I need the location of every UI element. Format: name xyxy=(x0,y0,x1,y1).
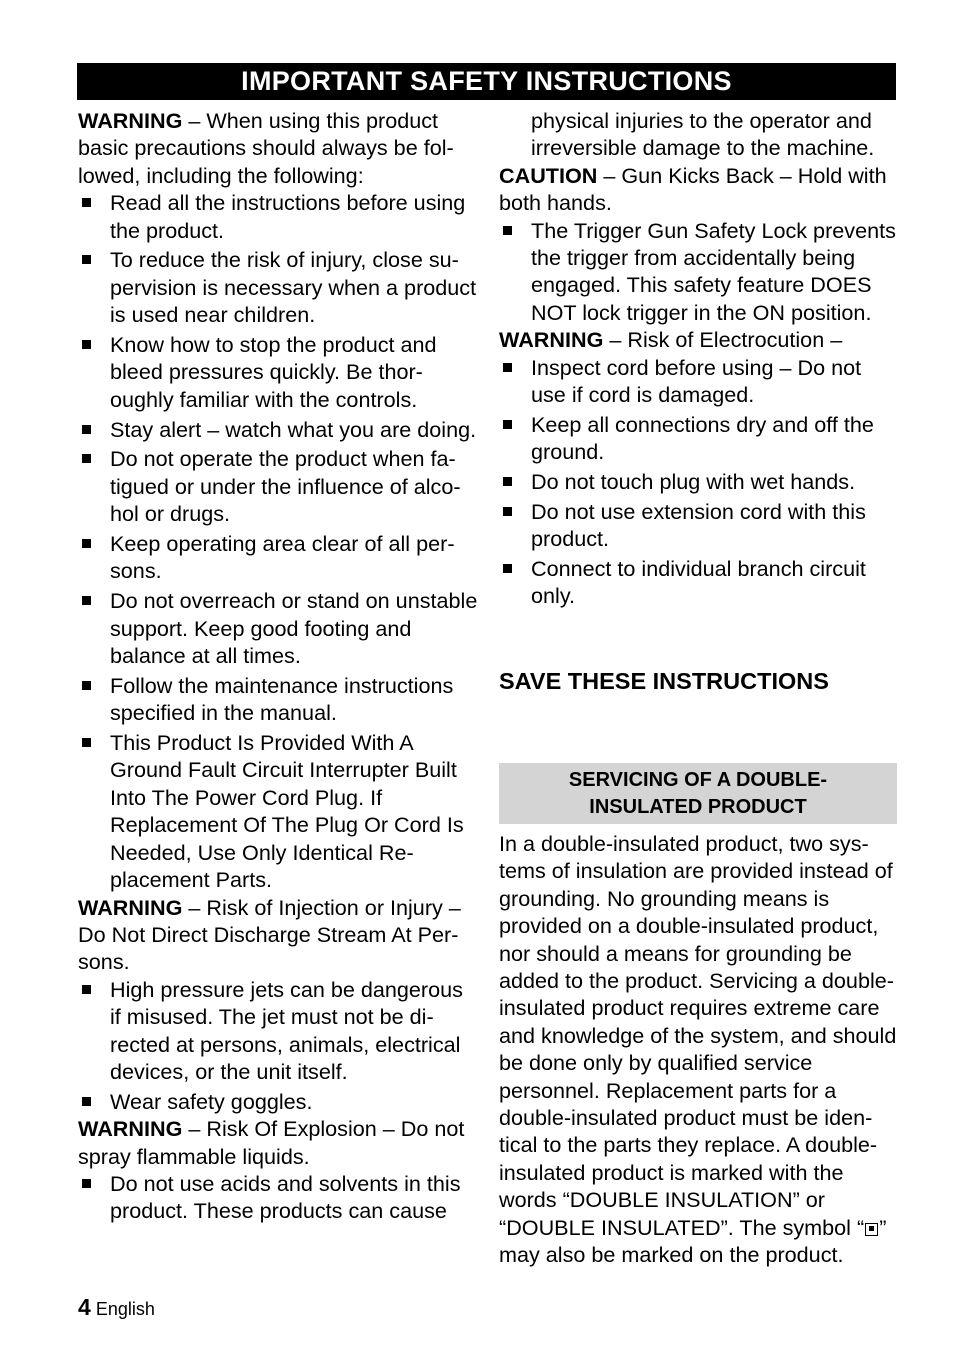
bullet-text: Stay alert – watch what you are doing. xyxy=(110,416,477,442)
square-bullet-icon xyxy=(82,1179,91,1188)
caution-text: – Gun Kicks Back – Hold with both hands. xyxy=(499,162,887,216)
bullet-item xyxy=(78,331,478,413)
warning-injection xyxy=(78,894,478,976)
continued-bullet-text: physical injuries to the operator and irreversible damage to the machine. xyxy=(531,108,875,161)
warning-label: WARNING xyxy=(499,327,604,353)
bullet-item xyxy=(78,672,478,727)
bullet-item xyxy=(78,189,478,244)
square-bullet-icon xyxy=(82,340,91,349)
square-bullet-icon xyxy=(82,425,91,434)
servicing-text-end: ” may also be marked on the product. xyxy=(499,1214,887,1268)
square-bullet-icon xyxy=(503,420,512,429)
bullet-text: Do not touch plug with wet hands. xyxy=(531,469,856,495)
servicing-section-heading xyxy=(499,763,897,824)
bullet-text: Read all the instructions before using the product. xyxy=(110,190,466,243)
bullet-text: Do not use acids and solvents in this product. These products can cause xyxy=(110,1170,461,1224)
square-bullet-icon xyxy=(82,454,91,463)
bullet-text: Keep operating area clear of all persons. xyxy=(110,531,455,584)
caution-kickback xyxy=(499,162,899,217)
bullet-item xyxy=(78,976,478,1086)
bullet-item xyxy=(499,468,899,495)
square-bullet-icon xyxy=(82,596,91,605)
caution-label: CAUTION xyxy=(499,162,598,188)
square-bullet-icon xyxy=(82,738,91,747)
square-bullet-icon xyxy=(82,985,91,994)
bullet-text: Keep all connections dry and off the ground. xyxy=(531,411,874,465)
bullet-item xyxy=(499,217,899,327)
bullet-item xyxy=(78,530,478,585)
bullet-text: Inspect cord before using – Do not use if cord is damaged. xyxy=(531,354,862,408)
bullet-item xyxy=(78,1170,478,1225)
servicing-heading-line: INSULATED PRODUCT xyxy=(589,795,807,818)
square-bullet-icon xyxy=(503,226,512,235)
warning-general xyxy=(78,107,478,189)
warning-text: – Risk Of Explosion – Do not spray flammable liquids. xyxy=(78,1116,465,1169)
footer-language: English xyxy=(95,1299,155,1319)
warning-text: – Risk of Injection or Injury – Do Not Direct Discharge Stream At Persons. xyxy=(78,894,461,975)
electrocution-list xyxy=(499,354,899,610)
injection-list xyxy=(78,976,478,1115)
square-bullet-icon xyxy=(503,564,512,573)
warning-label: WARNING xyxy=(78,894,183,920)
bullet-item xyxy=(78,445,478,527)
page-footer xyxy=(78,1294,155,1323)
square-bullet-icon xyxy=(82,198,91,207)
bullet-text: Know how to stop the product and bleed pressures quickly. Be thoroughly familiar with the controls. xyxy=(110,332,437,412)
double-insulation-square-icon xyxy=(865,1223,878,1236)
square-bullet-icon xyxy=(503,507,512,516)
explosion-list xyxy=(78,1170,478,1225)
general-precautions-list xyxy=(78,189,478,893)
bullet-text: Connect to individual branch circuit only. xyxy=(531,556,866,609)
square-bullet-icon xyxy=(503,477,512,486)
right-column xyxy=(499,107,899,610)
safety-banner-title: IMPORTANT SAFETY INSTRUCTIONS xyxy=(77,63,896,100)
bullet-text: To reduce the risk of injury, close supervision is necessary when a product is used near children. xyxy=(110,247,477,328)
bullet-text: Wear safety goggles. xyxy=(110,1088,313,1114)
kickback-list xyxy=(499,217,899,327)
square-bullet-icon xyxy=(82,539,91,548)
bullet-text: High pressure jets can be dangerous if misused. The jet must not be directed at persons, animals, electrical devices, or the unit itself. xyxy=(110,976,463,1084)
square-bullet-icon xyxy=(82,255,91,264)
square-bullet-icon xyxy=(503,363,512,372)
bullet-text: Follow the maintenance instructions specified in the manual. xyxy=(110,672,454,726)
servicing-text: In a double-insulated product, two systems of insulation are provided instead of grounding. No grounding means is provided on a double-insulated product, nor should a means for grounding be added to the product. Servicing a double-insulated product requires extreme care and knowledge of the system, and should be done only by qualified service personnel. Replacement parts for a double-insulated product must be identical to the parts they replace. A double-insulated product is marked with the words “DOUBLE INSULATION” or “DOUBLE INSULATED”. The symbol “ xyxy=(499,831,897,1240)
bullet-item xyxy=(499,555,899,610)
warning-label: WARNING xyxy=(78,1116,183,1142)
warning-text: – Risk of Electrocution – xyxy=(603,327,843,353)
page-number: 4 xyxy=(78,1294,91,1320)
warning-electrocution xyxy=(499,326,899,353)
bullet-item xyxy=(78,246,478,328)
bullet-text: Do not overreach or stand on unstable support. Keep good footing and balance at all times. xyxy=(110,588,478,669)
square-bullet-icon xyxy=(82,681,91,690)
bullet-item xyxy=(499,354,899,409)
bullet-item xyxy=(78,416,478,443)
bullet-text: This Product Is Provided With A Ground Fault Circuit Interrupter Built Into The Power Cord Plug. If Replacement Of The Plug Or Cord Is Needed, Use Only Identical Replacement Parts. xyxy=(110,730,464,893)
servicing-paragraph xyxy=(499,830,899,1269)
square-bullet-icon xyxy=(82,1097,91,1106)
left-column xyxy=(78,107,478,1225)
warning-explosion xyxy=(78,1115,478,1170)
bullet-item xyxy=(78,587,478,669)
bullet-item xyxy=(499,411,899,466)
bullet-text: Do not operate the product when fatigued or under the influence of alcohol or drugs. xyxy=(110,446,461,527)
bullet-text: Do not use extension cord with this product. xyxy=(531,498,866,552)
bullet-item xyxy=(78,729,478,893)
save-instructions-heading: SAVE THESE INSTRUCTIONS xyxy=(499,668,829,694)
bullet-text: The Trigger Gun Safety Lock prevents the trigger from accidentally being engaged. This safety feature DOES NOT lock trigger in the ON position. xyxy=(531,217,896,325)
warning-label: WARNING xyxy=(78,108,183,133)
servicing-heading-line: SERVICING OF A DOUBLE- xyxy=(568,768,828,791)
warning-text: – When using this product basic precautions should always be followed, including the following: xyxy=(78,108,454,188)
bullet-item xyxy=(499,498,899,553)
bullet-item xyxy=(78,1088,478,1115)
